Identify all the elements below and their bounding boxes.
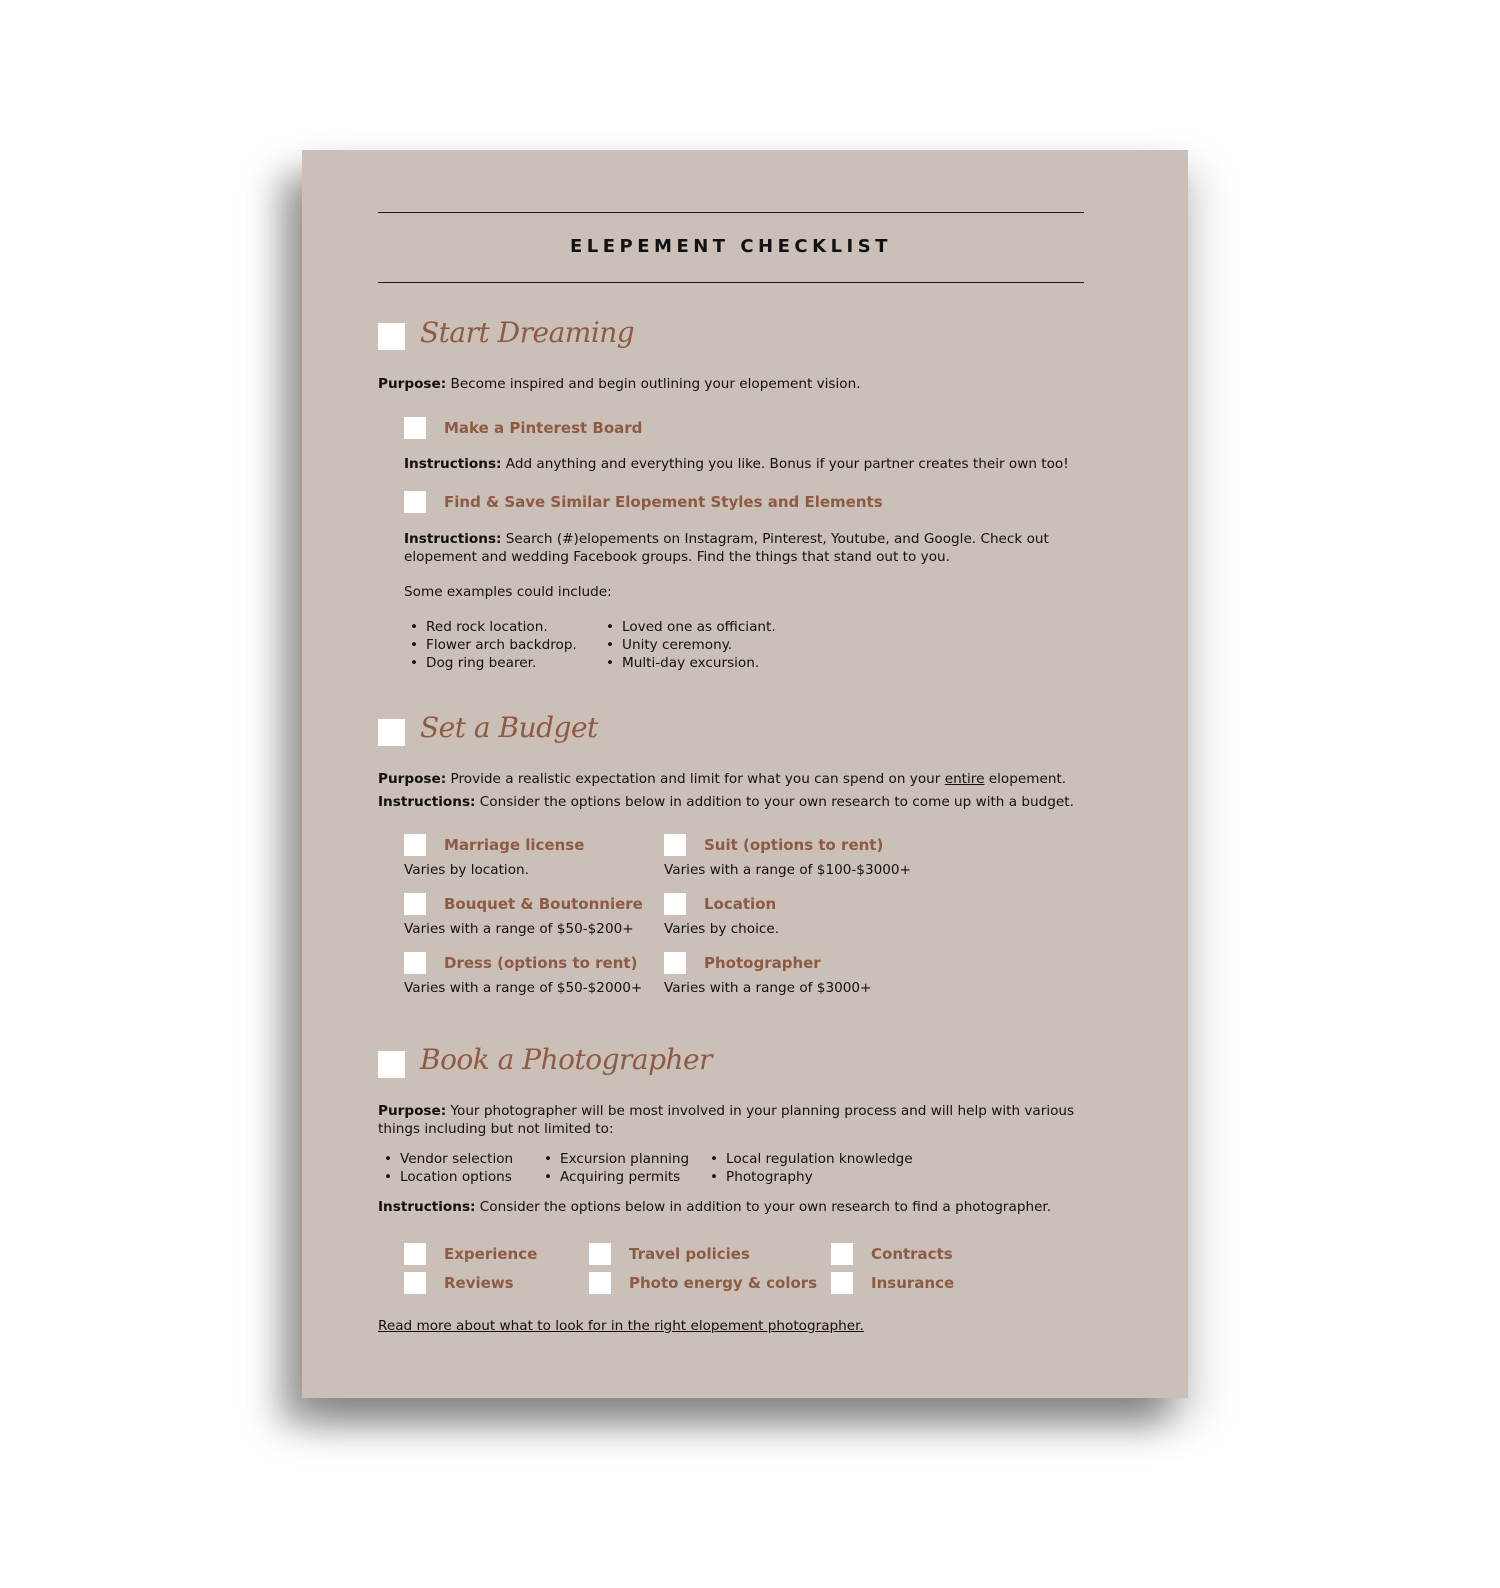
budget-item-bouquet: Bouquet & Boutonniere [444,895,643,913]
instructions-text: Consider the options below in addition to your own research to find a photographer. [479,1199,1052,1215]
list-item: • Multi-day excursion. [600,654,776,672]
set-budget-purpose [378,770,1066,788]
budget-note-bouquet: Varies with a range of $50-$200+ [404,921,634,937]
instructions-label: Instructions: [378,794,476,810]
section-heading-start-dreaming: Start Dreaming [420,316,635,349]
photographer-item-contracts: Contracts [871,1245,953,1263]
set-budget-instructions [378,793,1074,811]
budget-item-location: Location [704,895,777,913]
pinterest-board-checkbox[interactable] [404,417,426,439]
start-dreaming-purpose [378,375,861,393]
photographer-item-experience: Experience [444,1245,538,1263]
purpose-text: Your photographer will be most involved in your planning process and will help with various [450,1103,1075,1119]
budget-checkbox-photographer[interactable] [664,952,686,974]
photographer-item-reviews: Reviews [444,1274,514,1292]
photographer-checkbox-insurance[interactable] [831,1272,853,1294]
budget-note-suit: Varies with a range of $100-$3000+ [664,862,911,878]
budget-checkbox-bouquet[interactable] [404,893,426,915]
photographer-checkbox-contracts[interactable] [831,1243,853,1265]
find-save-instructions-line2: elopement and wedding Facebook groups. Find the things that stand out to you. [404,549,950,565]
purpose-text: Become inspired and begin outlining your elopement vision. [450,376,861,392]
budget-checkbox-suit[interactable] [664,834,686,856]
purpose-text-end: elopement. [984,771,1067,787]
find-save-styles-checkbox[interactable] [404,491,426,513]
book-photographer-instructions [378,1198,1051,1216]
photographer-item-travel-policies: Travel policies [629,1245,750,1263]
photographer-item-photo-energy: Photo energy & colors [629,1274,818,1292]
budget-checkbox-dress[interactable] [404,952,426,974]
list-item: • Flower arch backdrop. [404,636,577,654]
list-item: • Loved one as officiant. [600,618,776,636]
title-bottom-rule [378,282,1084,283]
budget-checkbox-location[interactable] [664,893,686,915]
list-item: • Local regulation knowledge [704,1150,913,1168]
list-item: • Acquiring permits [538,1168,689,1186]
list-item: • Unity ceremony. [600,636,776,654]
list-item: • Photography [704,1168,913,1186]
list-item: • Excursion planning [538,1150,689,1168]
section-heading-book-photographer: Book a Photographer [420,1043,713,1076]
purpose-label: Purpose: [378,376,447,392]
photographer-item-insurance: Insurance [871,1274,955,1292]
budget-item-suit: Suit (options to rent) [704,836,884,854]
instructions-text: Add anything and everything you like. Bonus if your partner creates their own too! [505,456,1069,472]
list-item: • Vendor selection [378,1150,513,1168]
budget-note-marriage-license: Varies by location. [404,862,529,878]
instructions-label: Instructions: [378,1199,476,1215]
photographer-checkbox-photo-energy[interactable] [589,1272,611,1294]
photographer-help-list-col1 [378,1150,513,1186]
instructions-label: Instructions: [404,456,502,472]
pinterest-board-instructions [404,455,1069,473]
instructions-label: Instructions: [404,531,502,547]
title-top-rule [378,212,1084,213]
start-dreaming-checkbox[interactable] [378,323,405,350]
purpose-emphasis: entire [944,771,985,787]
instructions-text: Search (#)elopements on Instagram, Pinterest, Youtube, and Google. Check out [505,531,1049,547]
list-item: • Red rock location. [404,618,577,636]
find-save-instructions-line1 [404,530,1049,548]
purpose-label: Purpose: [378,1103,447,1119]
photographer-help-list-col2 [538,1150,689,1186]
book-photographer-purpose-line2: things including but not limited to: [378,1121,614,1137]
instructions-text: Consider the options below in addition to your own research to come up with a budget. [479,794,1074,810]
task-pinterest-board: Make a Pinterest Board [444,419,643,437]
book-photographer-purpose-line1 [378,1102,1074,1120]
budget-item-dress: Dress (options to rent) [444,954,638,972]
read-more-link[interactable]: Read more about what to look for in the right elopement photographer. [378,1318,864,1334]
page-title: ELEPEMENT CHECKLIST [569,236,892,257]
list-item: • Location options [378,1168,513,1186]
book-photographer-checkbox[interactable] [378,1051,405,1078]
purpose-label: Purpose: [378,771,447,787]
examples-intro: Some examples could include: [404,584,612,600]
budget-checkbox-marriage-license[interactable] [404,834,426,856]
budget-item-marriage-license: Marriage license [444,836,585,854]
examples-list-col1 [404,618,577,672]
section-heading-set-budget: Set a Budget [420,711,598,744]
checklist-page [302,150,1188,1398]
task-find-save-styles: Find & Save Similar Elopement Styles and Elements [444,493,883,511]
purpose-text: Provide a realistic expectation and limit for what you can spend on your [450,771,945,787]
list-item: • Dog ring bearer. [404,654,577,672]
set-budget-checkbox[interactable] [378,719,405,746]
photographer-checkbox-experience[interactable] [404,1243,426,1265]
examples-list-col2 [600,618,776,672]
photographer-checkbox-travel-policies[interactable] [589,1243,611,1265]
budget-note-photographer: Varies with a range of $3000+ [664,980,872,996]
budget-item-photographer: Photographer [704,954,821,972]
budget-note-dress: Varies with a range of $50-$2000+ [404,980,643,996]
photographer-help-list-col3 [704,1150,913,1186]
photographer-checkbox-reviews[interactable] [404,1272,426,1294]
budget-note-location: Varies by choice. [664,921,780,937]
